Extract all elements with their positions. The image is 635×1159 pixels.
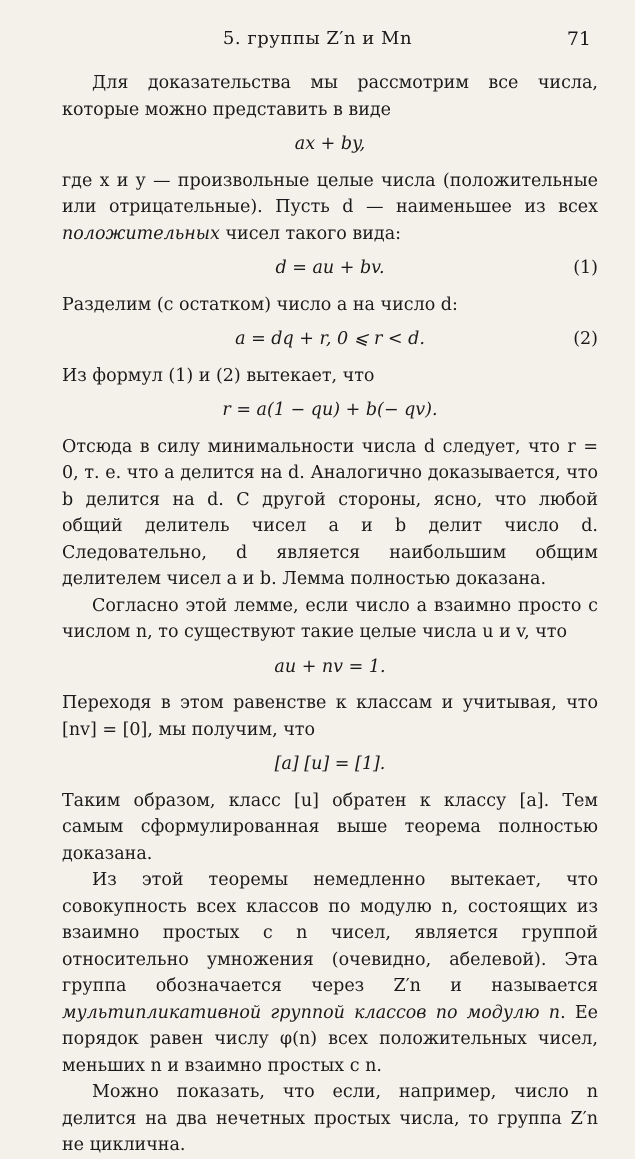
formula-au-nv: au + nv = 1.: [274, 656, 386, 677]
paragraph-6: Согласно этой лемме, если число a взаимно просто с числом n, то существуют такие целые числа u и v, что: [62, 595, 598, 642]
formula-1-expression: d = au + bv.: [275, 258, 385, 278]
paragraph-9-text-b: . Ее порядок равен числу φ(n) всех положительных чисел, меньших n и взаимно простых с n.: [62, 1002, 598, 1076]
formula-2-number: (2): [573, 329, 598, 349]
paragraph-4: Из формул (1) и (2) вытекает, что: [62, 365, 375, 386]
paragraph-2-text-a: где x и y — произвольные целые числа (положительные или отрицательные). Пусть d — наименьшее из всех: [62, 170, 598, 217]
formula-r: r = a(1 − qu) + b(− qv).: [222, 400, 438, 420]
paragraph-9-text-a: Из этой теоремы немедленно вытекает, что совокупность всех классов по модулю n, состоящих из взаимно простых с n чисел, является группой относительно умножения (очевидно, абелевой). Эта группа обозначается через Z′n и называется: [62, 870, 598, 996]
paragraph-9: [62, 867, 598, 1079]
paragraph-2-emphasis: положительных: [62, 223, 220, 244]
paragraph-2-text-b: чисел такого вида:: [219, 223, 402, 244]
paragraph-2: [62, 168, 598, 248]
paragraph-3: Разделим (с остатком) число a на число d:: [62, 294, 458, 315]
page-header: [0, 24, 635, 54]
paragraph-10: Можно показать, что если, например, число n делится на два нечетных простых числа, то группа Z′n не циклична.: [62, 1082, 598, 1155]
paragraph-9-emphasis: мультипликативной группой классов по модулю n: [62, 1002, 561, 1023]
formula-ax-by: ax + by,: [294, 134, 366, 154]
paragraph-1: Для доказательства мы рассмотрим все числа, которые можно представить в виде: [62, 73, 598, 120]
paragraph-8: Таким образом, класс [u] обратен к классу [a]. Тем самым сформулированная выше теорема полностью доказана.: [62, 790, 598, 864]
page-body: [62, 70, 598, 1159]
running-title: 5. группы Z′n и Mn: [222, 28, 413, 49]
page-number: 71: [566, 28, 591, 50]
formula-1-number: (1): [573, 258, 598, 278]
formula-classes: [a] [u] = [1].: [274, 754, 386, 774]
formula-1: [62, 255, 598, 282]
formula-2-expression: a = dq + r, 0 ⩽ r < d.: [235, 329, 425, 349]
paragraph-5: Отсюда в силу минимальности числа d следует, что r = 0, т. е. что a делится на d. Аналогично доказывается, что b делится на d. С другой стороны, ясно, что любой общий делитель чисел a и b делит число d. Следовательно, d является наибольшим общим делителем чисел a и b. Лемма полностью доказана.: [62, 436, 598, 589]
paragraph-7: Переходя в этом равенстве к классам и учитывая, что [nv] = [0], мы получим, что: [62, 693, 598, 740]
formula-2: [62, 326, 598, 353]
